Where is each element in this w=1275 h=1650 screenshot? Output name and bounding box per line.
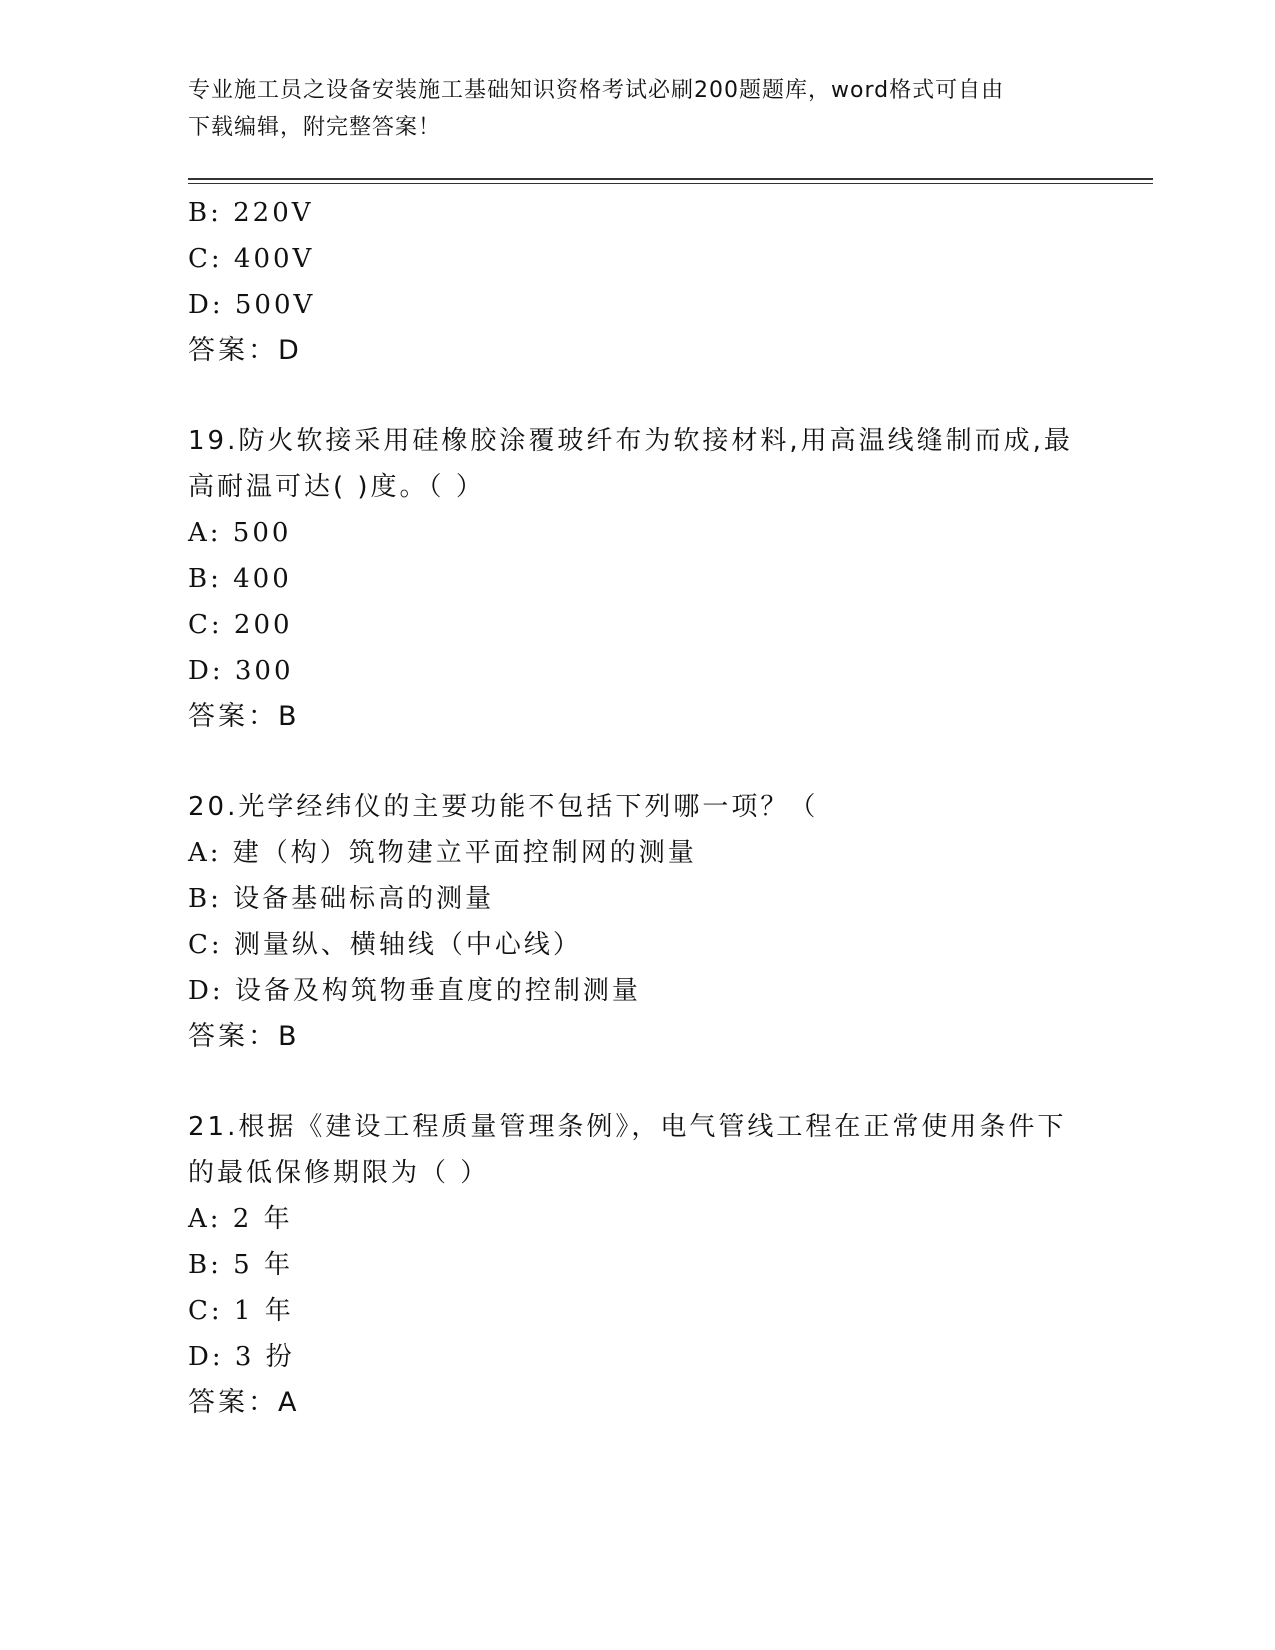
question-text-cont: 高耐温可达( )度。（ ） (188, 472, 485, 502)
header-line-1: 专业施工员之设备安装施工基础知识资格考试必刷200题题库，word格式可自由 (188, 78, 1005, 103)
answer-line: 答案：D (188, 335, 302, 366)
answer-line: 答案：B (188, 701, 300, 732)
question-block-18 (188, 190, 1088, 374)
option-a: A: 2 年 (188, 1204, 293, 1234)
question-block-19 (188, 418, 1088, 740)
option-a: A: 建（构）筑物建立平面控制网的测量 (188, 838, 697, 868)
option-b: B: 5 年 (188, 1250, 293, 1280)
header-line-2: 下载编辑，附完整答案！ (188, 115, 442, 140)
option-d: D: 300 (188, 656, 294, 686)
option-d: D: 设备及构筑物垂直度的控制测量 (188, 976, 641, 1006)
answer-line: 答案：A (188, 1387, 300, 1418)
option-a: A: 500 (188, 518, 292, 548)
question-block-21 (188, 1104, 1088, 1426)
option-c: C: 400V (188, 244, 315, 274)
option-c: C: 200 (188, 610, 293, 640)
question-text-cont: 的最低保修期限为（ ） (188, 1158, 490, 1188)
option-b: B: 400 (188, 564, 292, 594)
option-d: D: 500V (188, 290, 316, 320)
answer-line: 答案：B (188, 1021, 300, 1052)
option-c: C: 测量纵、横轴线（中心线） (188, 930, 582, 960)
header-divider-thin (188, 183, 1153, 184)
question-text: 19.防火软接采用硅橡胶涂覆玻纤布为软接材料,用高温线缝制而成,最 (188, 426, 1073, 456)
option-b: B: 设备基础标高的测量 (188, 884, 495, 914)
option-b: B: 220V (188, 198, 314, 228)
option-c: C: 1 年 (188, 1296, 294, 1326)
option-d: D: 3 扮 (188, 1342, 295, 1372)
question-block-20 (188, 784, 1088, 1060)
question-text: 21.根据《建设工程质量管理条例》，电气管线工程在正常使用条件下 (188, 1112, 1067, 1142)
document-body (188, 190, 1088, 1426)
header-divider-thick (188, 178, 1153, 180)
document-header (188, 72, 1068, 146)
question-text: 20.光学经纬仪的主要功能不包括下列哪一项？（ (188, 792, 819, 822)
